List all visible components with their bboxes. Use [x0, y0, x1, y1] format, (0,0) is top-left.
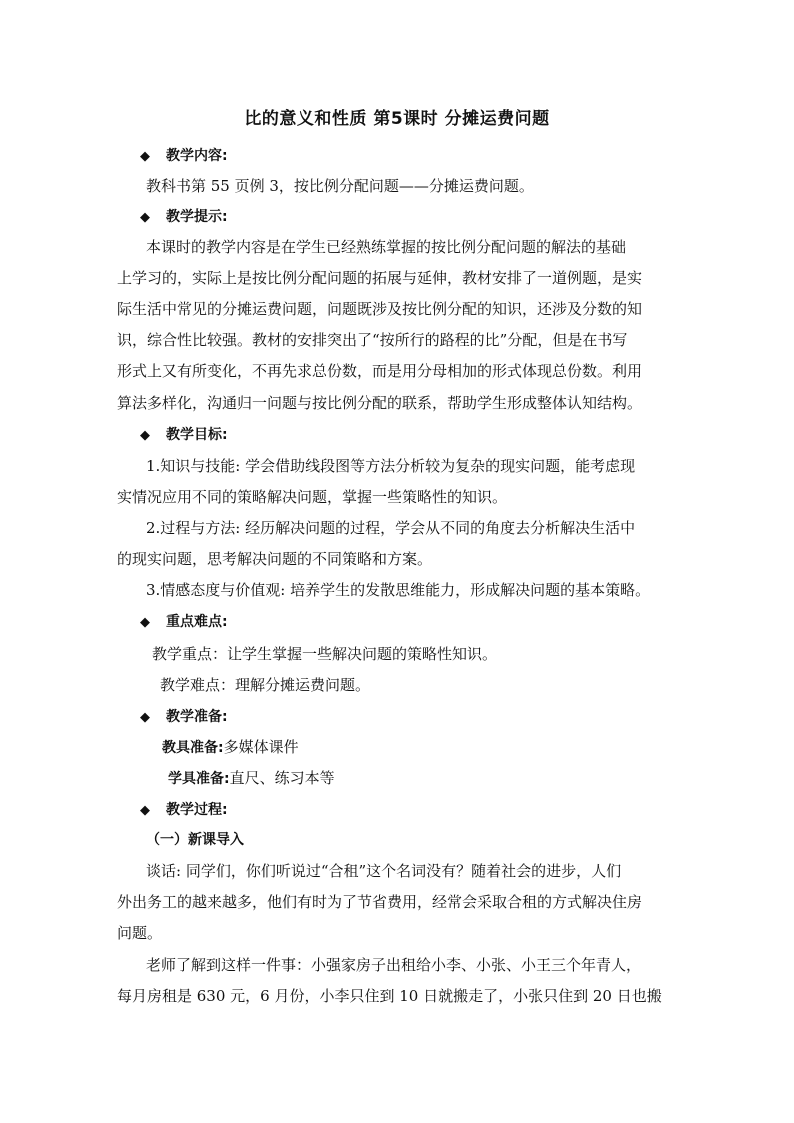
teacher-prep-value: 多媒体课件	[223, 738, 299, 756]
paragraph-line: 际生活中常见的分摊运费问题，问题既涉及按比例分配的知识，还涉及分数的知	[117, 300, 643, 318]
student-prep-value: 直尺、练习本等	[229, 769, 335, 787]
section-heading-content	[140, 145, 228, 165]
teacher-prep-label: 教具准备:	[162, 740, 224, 756]
diamond-bullet-icon: ◆	[140, 710, 150, 725]
paragraph-line: 实情况应用不同的策略解决问题，掌握一些策略性的知识。	[117, 488, 508, 506]
key-point-line: 教学重点：让学生掌握一些解决问题的策略性知识。	[152, 645, 498, 663]
diamond-bullet-icon: ◆	[140, 149, 150, 164]
paragraph-line: 本课时的教学内容是在学生已经熟练掌握的按比例分配问题的解法的基础	[146, 238, 627, 256]
heading-label: 教学过程:	[166, 802, 228, 818]
heading-label: 重点难点:	[166, 614, 228, 630]
paragraph-line: 上学习的，实际上是按比例分配问题的拓展与延伸，教材安排了一道例题，是实	[117, 269, 643, 287]
heading-label: 教学目标:	[166, 427, 228, 443]
diamond-bullet-icon: ◆	[140, 615, 150, 630]
section-heading-keypoints	[140, 611, 228, 631]
paragraph-line: 教科书第 55 页例 3，按比例分配问题——分摊运费问题。	[146, 177, 534, 195]
paragraph-line: 算法多样化，沟通归一问题与按比例分配的联系，帮助学生形成整体认知结构。	[117, 394, 643, 412]
paragraph-line: 谈话: 同学们，你们听说过“合租”这个名词没有？随着社会的进步，人们	[146, 862, 622, 880]
student-prep-line	[168, 767, 728, 788]
section-heading-goals	[140, 424, 228, 444]
sub-heading-intro: （一）新课导入	[146, 832, 244, 848]
heading-label: 教学内容:	[166, 148, 228, 164]
paragraph-line: 2.过程与方法: 经历解决问题的过程，学会从不同的角度去分析解决生活中	[146, 519, 636, 537]
teacher-prep-line	[162, 736, 722, 757]
paragraph-line: 外出务工的越来越多，他们有时为了节省费用，经常会采取合租的方式解决住房	[117, 893, 643, 911]
paragraph-line: 识，综合性比较强。教材的安排突出了“按所行的路程的比”分配，但是在书写	[117, 331, 628, 349]
paragraph-line: 每月房租是 630 元，6 月份，小李只住到 10 日就搬走了，小张只住到 20 日也搬	[117, 987, 662, 1005]
diamond-bullet-icon: ◆	[140, 428, 150, 443]
heading-label: 教学准备:	[166, 709, 228, 725]
section-heading-prep	[140, 706, 228, 726]
heading-label: 教学提示:	[166, 209, 228, 225]
paragraph-line: 的现实问题，思考解决问题的不同策略和方案。	[117, 550, 433, 568]
paragraph-line: 1.知识与技能: 学会借助线段图等方法分析较为复杂的现实问题，能考虑现	[146, 457, 636, 475]
section-heading-process	[140, 799, 228, 819]
student-prep-label: 学具准备:	[168, 771, 230, 787]
paragraph-line: 3.情感态度与价值观: 培养学生的发散思维能力，形成解决问题的基本策略。	[146, 581, 651, 599]
paragraph-line: 老师了解到这样一件事：小强家房子出租给小李、小张、小王三个年青人，	[146, 956, 642, 974]
section-heading-tips	[140, 206, 228, 226]
paragraph-line: 形式上又有所变化，不再先求总份数，而是用分母相加的形式体现总份数。利用	[117, 362, 643, 380]
diamond-bullet-icon: ◆	[140, 803, 150, 818]
page-title: 比的意义和性质 第5课时 分摊运费问题	[244, 109, 550, 129]
difficulty-line: 教学难点：理解分摊运费问题。	[160, 676, 371, 694]
diamond-bullet-icon: ◆	[140, 210, 150, 225]
paragraph-line: 问题。	[117, 924, 163, 942]
